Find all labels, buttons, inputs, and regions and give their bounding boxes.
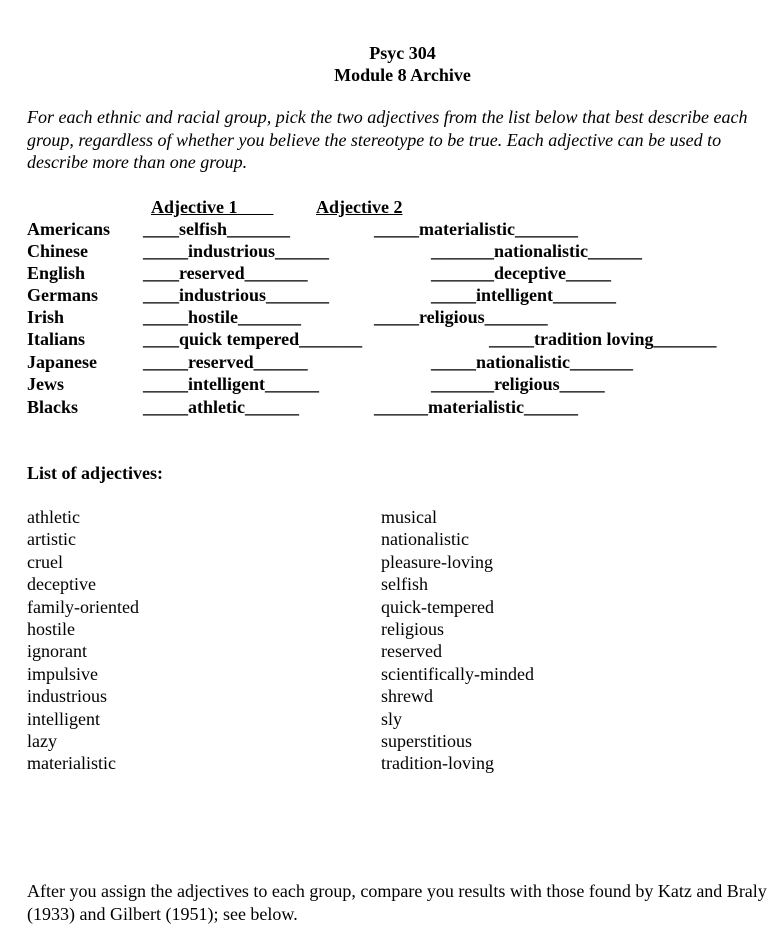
list-item: tradition-loving xyxy=(381,753,494,774)
list-item: artistic xyxy=(27,529,76,550)
adjective-1-entry: _____athletic______ xyxy=(143,397,299,417)
adjective-1-entry: _____industrious______ xyxy=(143,241,330,261)
adjective-2-entry: _____tradition loving_______ xyxy=(489,329,717,349)
list-item: industrious xyxy=(27,686,108,707)
list-item: selfish xyxy=(381,574,428,595)
group-name: Irish xyxy=(27,307,65,327)
table-row xyxy=(0,284,775,306)
group-name: Americans xyxy=(27,219,110,239)
adjective-2-entry: _______nationalistic______ xyxy=(431,241,643,261)
adjective-2-entry: _______religious_____ xyxy=(431,374,605,394)
group-name: Jews xyxy=(27,374,64,394)
adjective-2-entry: _____nationalistic_______ xyxy=(431,352,634,372)
list-item: quick-tempered xyxy=(381,596,494,617)
module-title: Module 8 Archive xyxy=(334,65,471,85)
list-item: religious xyxy=(381,618,444,639)
list-item: pleasure-loving xyxy=(381,551,493,572)
list-item: cruel xyxy=(27,551,63,572)
adjective-1-entry: _____intelligent______ xyxy=(143,374,319,394)
adjective-1-entry: _____hostile_______ xyxy=(143,307,302,327)
list-item: nationalistic xyxy=(381,529,469,550)
table-row xyxy=(0,306,775,328)
adjective-1-entry: ____reserved_______ xyxy=(143,263,308,283)
adjective-1-entry: ____selfish_______ xyxy=(143,219,291,239)
column-header-adjective-2: Adjective 2 xyxy=(316,197,403,217)
footer-text: After you assign the adjectives to each group, compare you results with those found by Katz and Braly (1933) and Gilbert (1951); see below. xyxy=(27,881,767,924)
adjective-2-entry: _______deceptive_____ xyxy=(431,263,611,283)
adjective-2-entry: _____intelligent_______ xyxy=(431,285,616,305)
table-row xyxy=(0,373,775,395)
table-row xyxy=(0,240,775,262)
adjective-2-entry: _____religious_______ xyxy=(374,307,548,327)
list-item: intelligent xyxy=(27,708,100,729)
adjective-2-entry: _____materialistic_______ xyxy=(374,219,578,239)
list-item: shrewd xyxy=(381,686,433,707)
table-row xyxy=(0,218,775,240)
group-name: Chinese xyxy=(27,241,89,261)
group-name: Blacks xyxy=(27,397,79,417)
adjective-1-entry: _____reserved______ xyxy=(143,352,308,372)
list-item: impulsive xyxy=(27,663,98,684)
adjective-1-entry: ____industrious_______ xyxy=(143,285,330,305)
list-item: sly xyxy=(381,708,403,729)
table-row xyxy=(0,262,775,284)
list-item: scientifically-minded xyxy=(381,663,534,684)
adjective-1-entry: ____quick tempered_______ xyxy=(143,329,363,349)
group-name: Japanese xyxy=(27,352,98,372)
table-row xyxy=(0,328,775,350)
list-item: musical xyxy=(381,507,437,527)
adjective-list-heading: List of adjectives: xyxy=(27,463,163,483)
list-item: hostile xyxy=(27,618,75,639)
list-item: materialistic xyxy=(27,753,116,774)
group-name: Italians xyxy=(27,329,86,349)
group-name: Germans xyxy=(27,285,98,305)
list-item: superstitious xyxy=(381,730,473,751)
table-row xyxy=(0,351,775,373)
column-header-adjective-1: Adjective 1 xyxy=(151,197,238,217)
list-item: ignorant xyxy=(27,641,87,662)
adjective-list-right xyxy=(381,506,534,775)
course-title: Psyc 304 xyxy=(369,43,436,63)
list-item: lazy xyxy=(27,730,57,751)
instructions-text: For each ethnic and racial group, pick the two adjectives from the list below that best describe each group, regardless of whether you believe the stereotype to be true. Each adjective can be used to describe more than one group. xyxy=(27,107,748,172)
list-item: athletic xyxy=(27,507,80,527)
list-item: reserved xyxy=(381,641,442,662)
group-name: English xyxy=(27,263,86,283)
adjective-2-entry: ______materialistic______ xyxy=(374,397,578,417)
table-row xyxy=(0,396,775,418)
list-item: family-oriented xyxy=(27,596,139,617)
list-item: deceptive xyxy=(27,574,96,595)
adjective-list-left xyxy=(27,506,139,775)
